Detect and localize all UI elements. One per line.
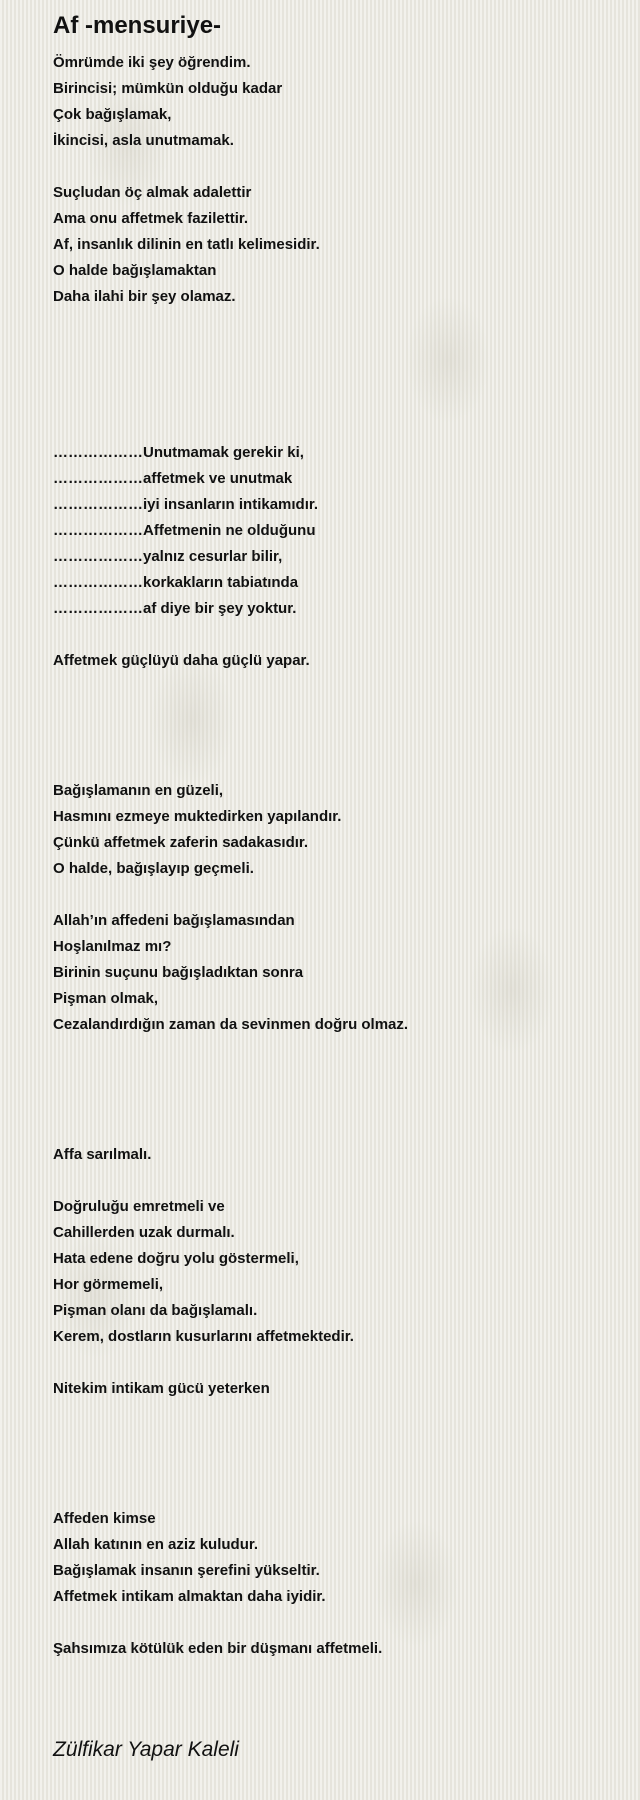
poem-line: ………………iyi insanların intikamıdır. — [53, 496, 319, 513]
poem-line: Af, insanlık dilinin en tatlı kelimesidir. — [53, 236, 320, 253]
poem-line: ………………af diye bir şey yoktur. — [53, 600, 297, 617]
poem-line: Hoşlanılmaz mı? — [53, 938, 172, 955]
poem-title: Af -mensuriye- — [53, 12, 222, 39]
poem-line: Affa sarılmalı. — [53, 1146, 152, 1163]
poem-line: Birincisi; mümkün olduğu kadar — [53, 80, 283, 97]
poem-line: Bağışlamak insanın şerefini yükseltir. — [53, 1562, 320, 1579]
poem-line: Allah katının en aziz kuludur. — [53, 1536, 259, 1553]
poem-line: Pişman olanı da bağışlamalı. — [53, 1302, 258, 1319]
poem-line: ………………Unutmamak gerekir ki, — [53, 444, 304, 461]
poem-line: Cezalandırdığın zaman da sevinmen doğru olmaz. — [53, 1016, 409, 1033]
poem-line: Bağışlamanın en güzeli, — [53, 782, 224, 799]
poem-line: Hata edene doğru yolu göstermeli, — [53, 1250, 299, 1267]
poem-line: Allah’ın affedeni bağışlamasından — [53, 912, 295, 929]
poem-line: Nitekim intikam gücü yeterken — [53, 1380, 270, 1397]
poem-line: ………………yalnız cesurlar bilir, — [53, 548, 283, 565]
poem-line: ………………Affetmenin ne olduğunu — [53, 522, 316, 539]
poem-line: O halde, bağışlayıp geçmeli. — [53, 860, 254, 877]
poem-line: Pişman olmak, — [53, 990, 159, 1007]
poem-line: İkincisi, asla unutmamak. — [53, 132, 234, 149]
poem-line: ………………affetmek ve unutmak — [53, 470, 293, 487]
poem-line: ………………korkakların tabiatında — [53, 574, 299, 591]
poem-line: Birinin suçunu bağışladıktan sonra — [53, 964, 304, 981]
poem-line: Hasmını ezmeye muktedirken yapılandır. — [53, 808, 342, 825]
poem-line: O halde bağışlamaktan — [53, 262, 217, 279]
poem-line: Çok bağışlamak, — [53, 106, 172, 123]
poem-line: Şahsımıza kötülük eden bir düşmanı affetmeli. — [53, 1640, 383, 1657]
poem-line: Ömrümde iki şey öğrendim. — [53, 54, 251, 71]
poem-line: Ama onu affetmek fazilettir. — [53, 210, 249, 227]
poem-line: Hor görmemeli, — [53, 1276, 164, 1293]
poem-line: Suçludan öç almak adalettir — [53, 184, 252, 201]
poem-line: Cahillerden uzak durmalı. — [53, 1224, 235, 1241]
poem-line: Doğruluğu emretmeli ve — [53, 1198, 225, 1215]
poem-author: Zülfikar Yapar Kaleli — [53, 1738, 239, 1761]
poem-line: Çünkü affetmek zaferin sadakasıdır. — [53, 834, 309, 851]
poem-line: Affetmek güçlüyü daha güçlü yapar. — [53, 652, 310, 669]
poem-line: Affeden kimse — [53, 1510, 156, 1527]
poem-line: Kerem, dostların kusurlarını affetmektedir. — [53, 1328, 354, 1345]
poem-line: Affetmek intikam almaktan daha iyidir. — [53, 1588, 326, 1605]
poem-line: Daha ilahi bir şey olamaz. — [53, 288, 236, 305]
